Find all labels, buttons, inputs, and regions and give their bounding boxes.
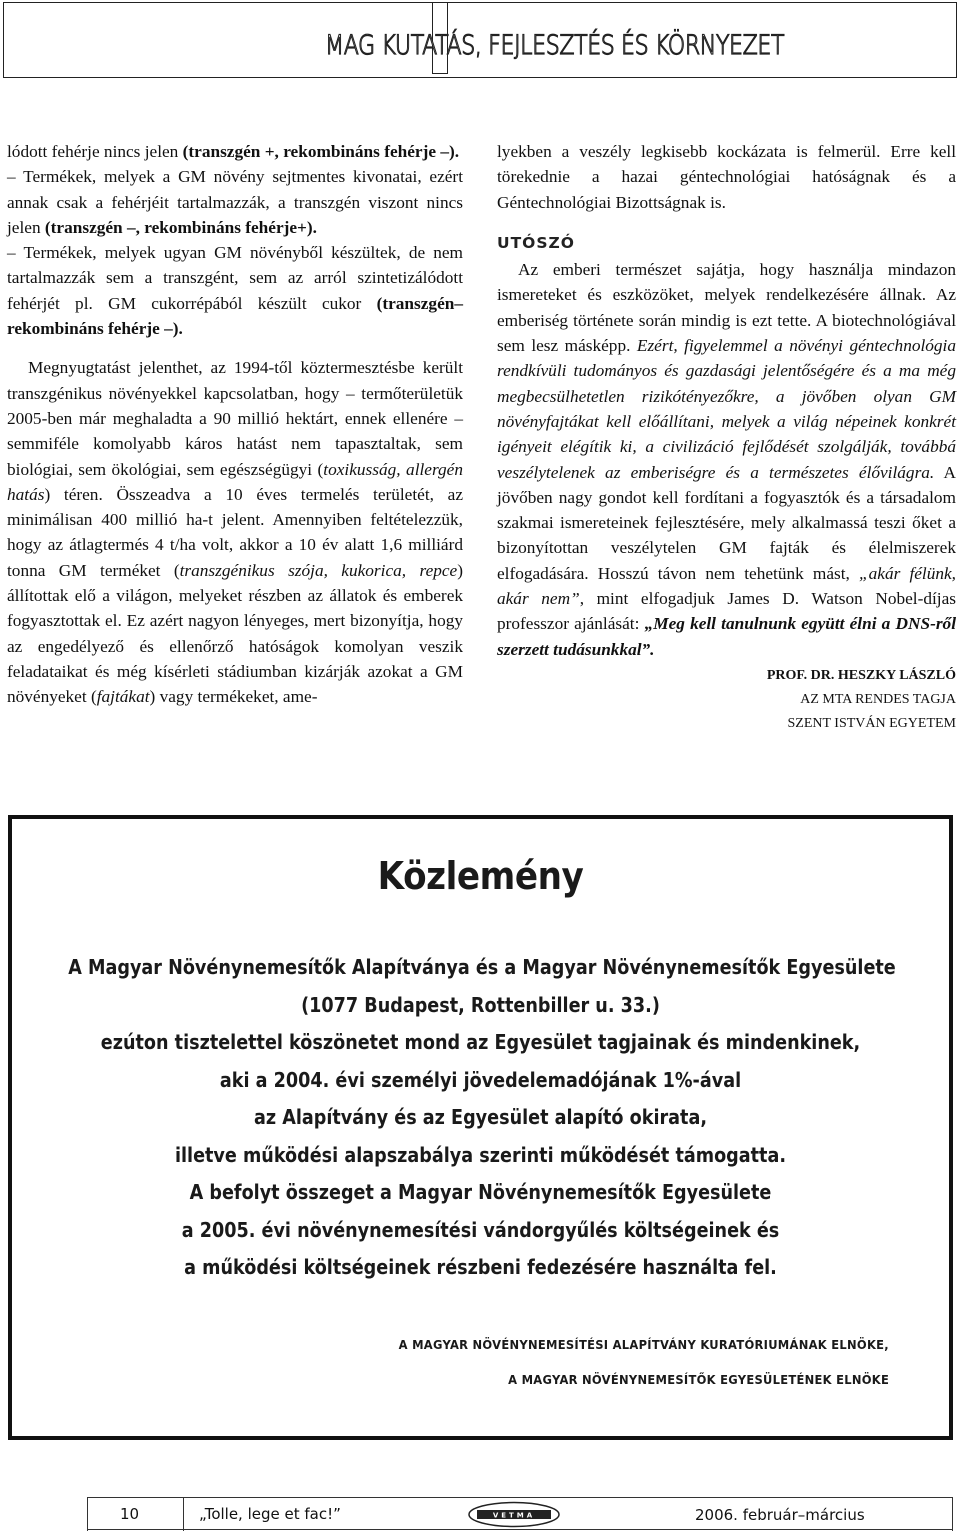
continued-paragraph: lyekben a veszély legkisebb kockázata is felmerül. Erre kell törekednie a hazai géntechnológiai hatóságnak és a Géntechnológiai Bizottságnak is. bbox=[497, 142, 956, 212]
body-paragraph: Megnyugtatást jelenthet, az 1994-től köztermesztésbe került transzgénikus növényekkel kapcsolatban, hogy – termőterületük 2005-ben már meghaladta a 90 millió hektárt, ennek ellenére – semmiféle komolyabb káros hatást nem tapasztaltak, sem biológiai, sem ökológiai, sem egészségügyi (toxikusság, allergén hatás) téren. Összeadva a 10 éves termelés területét, az minimálisan 400 millió ha-t jelent. Amennyiben feltételezzük, hogy az átlagtermés 4 t/ha volt, akkor a 10 év alatt 1,6 milliárd tonna GM terméket (transzgénikus szója, kukorica, repce) állítottak elő a világon, melyeket részben az állatok és emberek fogyasztottak el. Ez azért nagyon lényeges, mert bizonyítja, hogy az engedélyező és ellenőrző hatóságok komolyan veszik feladataikat és még kísérleti stádiumban kizárják azokat a GM növényeket (fajtákat) vagy termékeket, ame- bbox=[7, 358, 463, 707]
announcement-line: A befolyt összeget a Magyar Növénynemesítők Egyesülete bbox=[189, 1180, 772, 1204]
announcement-line: az Alapítvány és az Egyesület alapító okirata, bbox=[253, 1105, 708, 1129]
announcement-line: illetve működési alapszabálya szerinti működését támogatta. bbox=[174, 1142, 787, 1167]
announcement-line: a működési költségeinek részbeni fedezésére használta fel. bbox=[184, 1255, 777, 1279]
issue-date: 2006. február–március bbox=[695, 1506, 865, 1524]
announcement-line: (1077 Budapest, Rottenbiller u. 33.) bbox=[301, 992, 660, 1017]
footer-bottom-rule bbox=[87, 1497, 953, 1530]
announcement-body bbox=[12, 949, 949, 1287]
announcement-line: a 2005. évi növénynemesítési vándorgyűlés költségeinek és bbox=[181, 1217, 780, 1242]
author-institution: SZENT ISTVÁN EGYETEM bbox=[787, 715, 956, 731]
announcement-signature-1: A MAGYAR NÖVÉNYNEMESÍTÉSI ALAPÍTVÁNY KURATÓRIUMÁNAK ELNÖKE, bbox=[398, 1337, 889, 1352]
list-item-1: lódott fehérje nincs jelen (transzgén +, rekombináns fehérje –). bbox=[7, 142, 460, 161]
announcement-box bbox=[8, 815, 953, 1440]
footer-motto: „Tolle, lege et fac!” bbox=[199, 1505, 341, 1523]
list-item-3: – Termékek, melyek ugyan GM növényből készültek, de nem tartalmazzák sem a transzgént, sem az arról szintetizálódott fehérjét pl. GM cukorrépából készült cukor (transzgén– rekombináns fehérje –). bbox=[7, 243, 463, 339]
list-item-2: – Termékek, melyek a GM növény sejtmentes kivonatai, ezért annak csak a fehérjéit tartalmazzák, a transzgén viszont nincs jelen (transzgén –, rekombináns fehérje+). bbox=[7, 167, 463, 237]
left-column bbox=[7, 139, 463, 710]
section-heading: UTÓSZÓ bbox=[497, 233, 575, 252]
epilogue-paragraph: Az emberi természet sajátja, hogy használja mindazon ismereteket és eszközöket, melyek rendelkezésére állnak. Az emberiség története során mindig is ezt tette. A biotechnológiával sem lesz másképp. Ezért, figyelemmel a növényi géntechnológia rendkívüli tudományos és gazdasági jelentőségére és a ma még megbecsülhetetlen rizikótényezőkre, a jövőben olyan GM növényfajtákat kell előállítani, melyek a világ népeinek konkrét igényeit elégítik ki, a civilizáció fejlődését szolgálják, továbbá veszélytelenek az emberiségre és a természetes élővilágra. A jövőben nagy gondot kell fordítani a fogyasztók és a társadalom szakmai ismereteinek fejlesztésére, mely alkalmassá teszi őket a bizonyítottan veszélytelen GM fajták és élelmiszerek elfogadására. Hosszú távon nem tehetünk mást, „akár félünk, akár nem”, mint elfogadjuk James D. Watson Nobel-díjas professzor ajánlását: „Meg kell tanulnunk együtt élni a DNS-ről szerzett tudásunkkal”. bbox=[497, 260, 956, 659]
announcement-title: Közlemény bbox=[377, 854, 584, 898]
author-signature bbox=[497, 664, 956, 736]
announcement-line: aki a 2004. évi személyi jövedelemadójának 1%-ával bbox=[219, 1067, 742, 1092]
announcement-signature-2: A MAGYAR NÖVÉNYNEMESÍTŐK EGYESÜLETÉNEK ELNÖKE bbox=[508, 1372, 889, 1387]
announcement-line: ezúton tisztelettel köszönetet mond az Egyesület tagjainak és mindenkinek, bbox=[100, 1030, 861, 1054]
author-role: AZ MTA RENDES TAGJA bbox=[800, 691, 956, 707]
logo-text: VETMA bbox=[492, 1511, 536, 1520]
right-column bbox=[497, 139, 956, 736]
announcement-line: A Magyar Növénynemesítők Alapítványa és a Magyar Növénynemesítők Egyesülete bbox=[68, 955, 896, 979]
author-name: PROF. DR. HESZKY LÁSZLÓ bbox=[766, 667, 956, 683]
journal-section-title: MAG KUTATÁS, FEJLESZTÉS ÉS KÖRNYEZET bbox=[325, 30, 785, 61]
page-number: 10 bbox=[120, 1505, 140, 1523]
